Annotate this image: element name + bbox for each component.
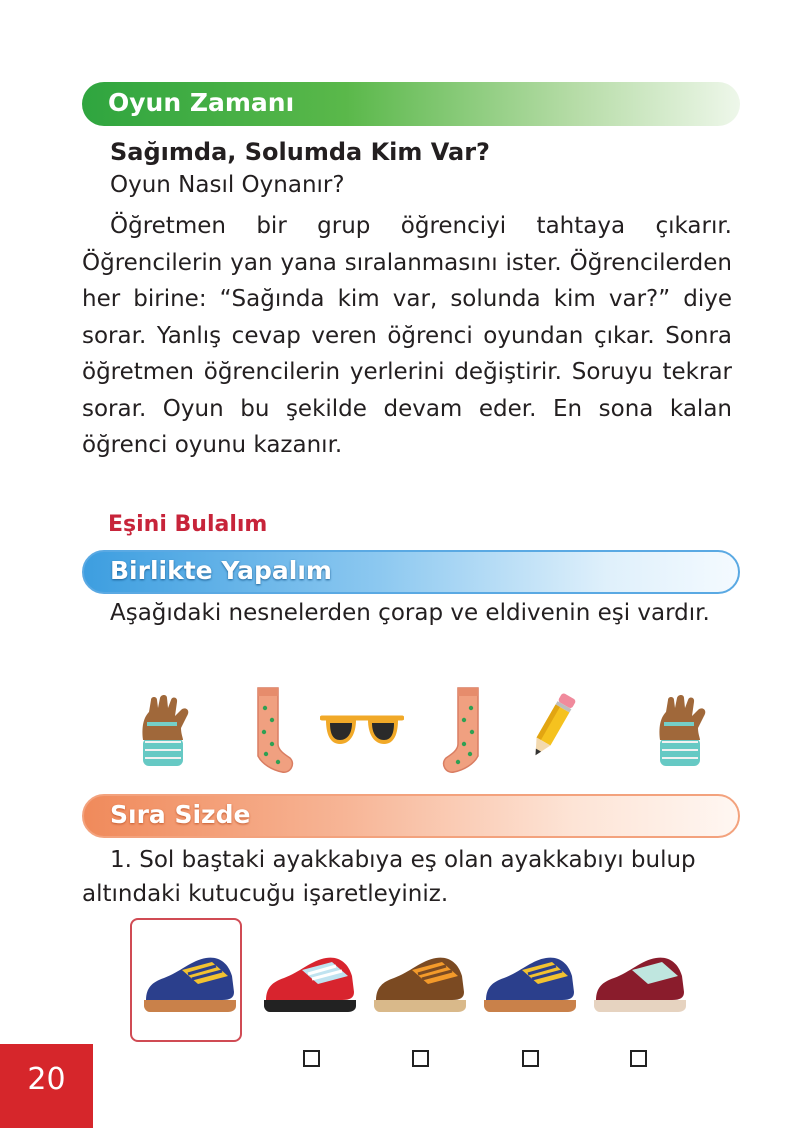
page-number-tab <box>0 1044 93 1128</box>
answer-checkbox-1[interactable] <box>303 1050 320 1067</box>
pairs-instructions: Aşağıdaki nesnelerden çorap ve eldivenin eşi vardır. <box>110 600 710 626</box>
sock-icon <box>250 686 296 776</box>
shoe-instructions: 1. Sol baştaki ayakkabıya eş olan ayakkabıyı bulup altındaki kutucuğu işaretleyiniz. <box>82 847 696 907</box>
shoe-icon <box>262 952 358 1016</box>
glove-icon <box>650 694 710 770</box>
page-number: 20 <box>27 1062 66 1097</box>
game-instructions: Öğretmen bir grup öğrenciyi tahtaya çıkarır. Öğrencilerin yan yana sıralanmasını ister. Öğrencilerden her birine: “Sağında kim var, solunda kim var?” diye sorar. Yanlış cevap veren öğrenci oyundan çıkar. Sonra öğretmen öğrencilerin yerlerini değiştirir. Soruyu tekrar sorar. Oyun bu şekilde devam eder. En sona kalan öğrenci oyunu kazanır. <box>82 213 732 458</box>
game-subtitle: Oyun Nasıl Oynanır? <box>110 172 345 198</box>
banner-birlikte-yapalim <box>82 550 740 594</box>
esini-bulalim-heading: Eşini Bulalım <box>108 512 268 537</box>
shoe-icon <box>482 952 578 1016</box>
shoe-icon <box>372 952 468 1016</box>
banner-title: Sıra Sizde <box>110 800 251 829</box>
answer-checkbox-2[interactable] <box>412 1050 429 1067</box>
glove-icon <box>133 694 193 770</box>
sock-icon <box>440 686 486 776</box>
game-title: Sağımda, Solumda Kim Var? <box>110 138 490 166</box>
sunglasses-icon <box>320 712 404 752</box>
shoe-icon <box>592 952 688 1016</box>
banner-oyun-zamani <box>82 82 740 126</box>
pencil-icon <box>526 688 580 762</box>
answer-checkbox-3[interactable] <box>522 1050 539 1067</box>
banner-title: Oyun Zamanı <box>108 88 295 117</box>
banner-title: Birlikte Yapalım <box>110 556 332 585</box>
banner-sira-sizde <box>82 794 740 838</box>
shoe-icon <box>142 952 238 1016</box>
answer-checkbox-4[interactable] <box>630 1050 647 1067</box>
